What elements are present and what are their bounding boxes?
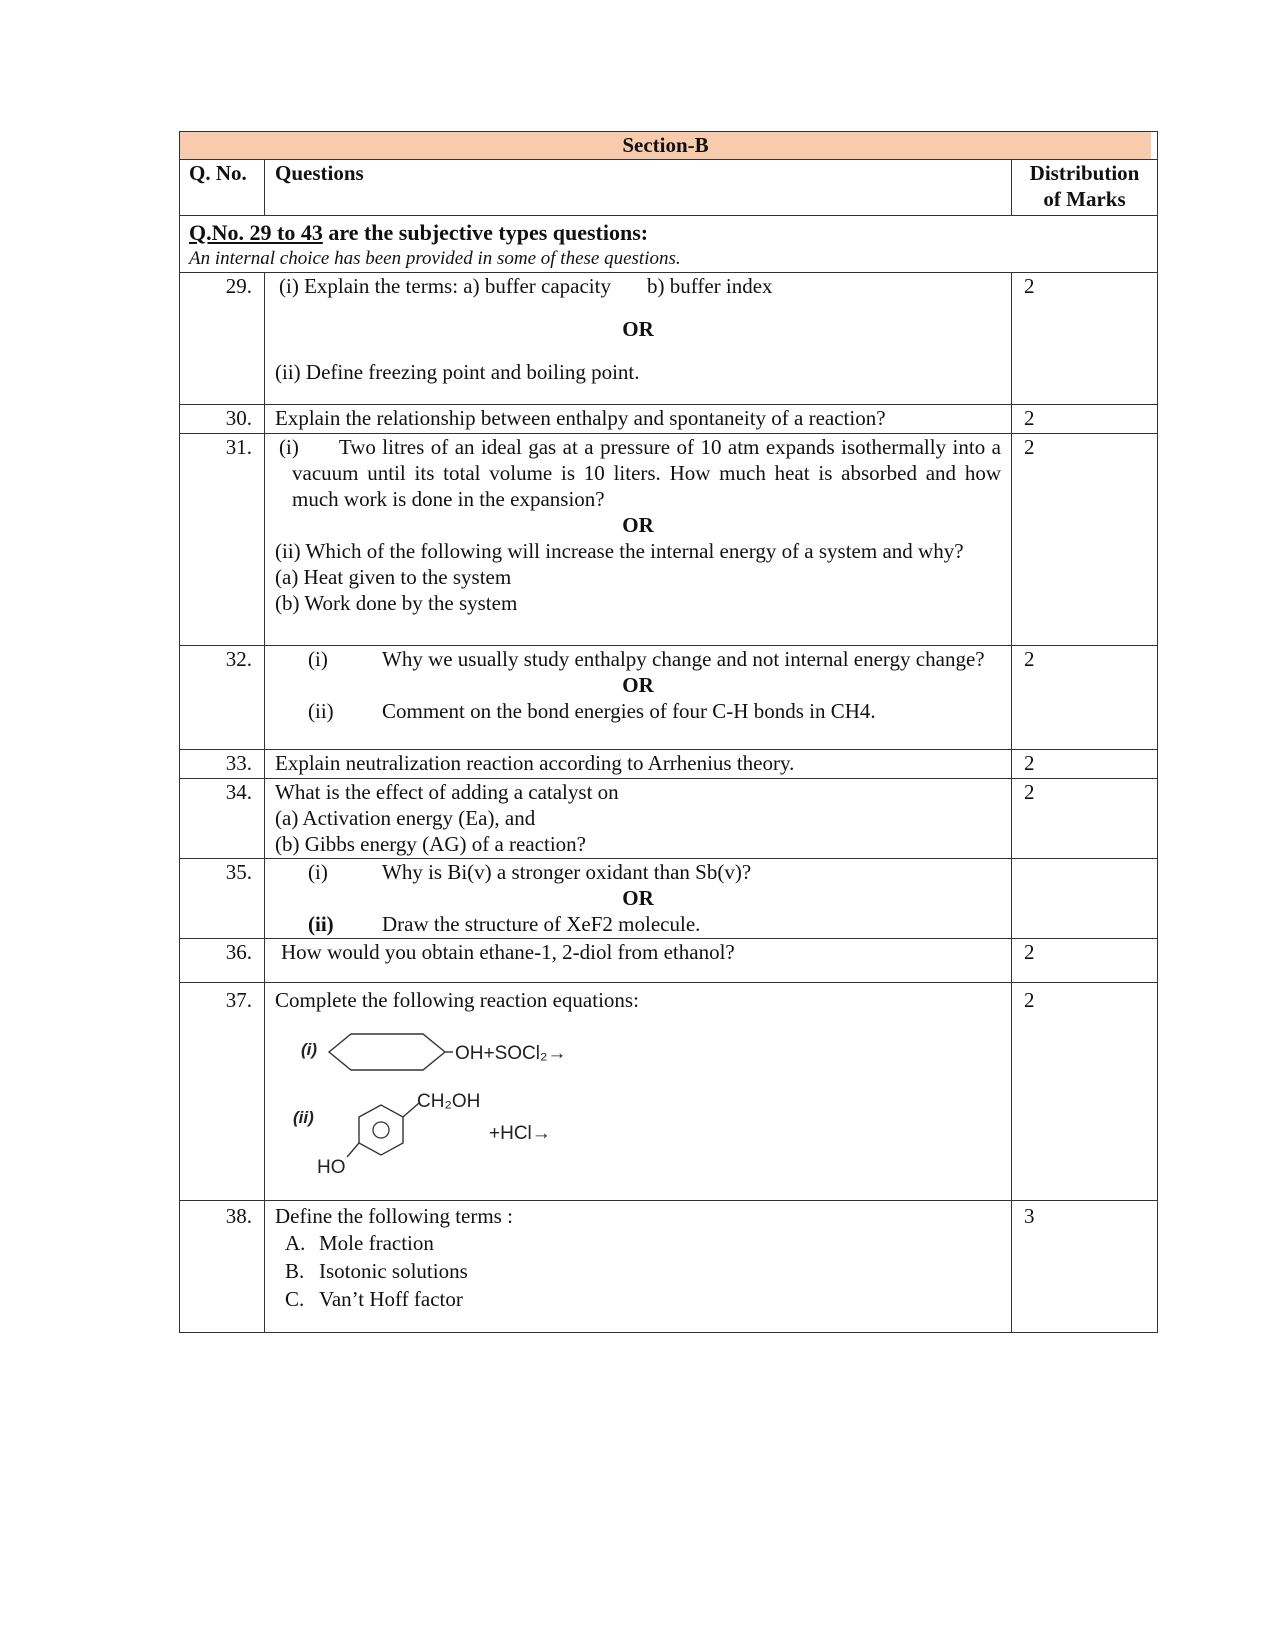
question-row-36 [180, 939, 1158, 983]
q29-part1-a: (i) Explain the terms: a) buffer capacity [279, 274, 611, 298]
header-marks-line2: of Marks [1043, 187, 1126, 211]
q31-part1-text: Two litres of an ideal gas at a pressure of 10 atm expands isothermally into a vacuum until its total volume is 10 liters. How much heat is absorbed and how much work is done in the expansion? [292, 435, 1001, 511]
intro-row [180, 216, 1158, 273]
q37-reaction-diagram [289, 1025, 589, 1175]
question-row-30 [180, 405, 1158, 434]
q32-part2-text: Comment on the bond energies of four C-H bonds in CH4. [382, 699, 876, 723]
q29-or: OR [622, 317, 654, 341]
marks-31: 2 [1012, 434, 1158, 646]
question-31 [265, 434, 1012, 646]
section-row [180, 132, 1158, 160]
questions-table [179, 131, 1158, 1333]
question-29 [265, 273, 1012, 405]
question-34 [265, 779, 1012, 859]
q29-part2: (ii) Define freezing point and boiling point. [275, 360, 640, 384]
question-row-33 [180, 750, 1158, 779]
marks-38: 3 [1012, 1201, 1158, 1333]
question-35 [265, 859, 1012, 939]
q35-part2 [275, 911, 1001, 937]
qno-36: 36. [180, 939, 265, 983]
marks-29: 2 [1012, 273, 1158, 405]
qno-33: 33. [180, 750, 265, 779]
header-marks [1012, 160, 1158, 216]
q32-or: OR [622, 673, 654, 697]
q38-term-b [285, 1257, 1001, 1285]
q38-term-list [275, 1229, 1001, 1313]
qno-32: 32. [180, 646, 265, 750]
question-row-34 [180, 779, 1158, 859]
q31-part2: (ii) Which of the following will increase the internal energy of a system and why? [275, 539, 964, 563]
q37-eq1-label: (i) [301, 1040, 318, 1059]
q32-label-i: (i) [308, 647, 328, 671]
question-row-37 [180, 983, 1158, 1201]
benzene-ring-icon [359, 1105, 403, 1155]
q38-term-b-label: B. [285, 1259, 305, 1283]
intro-heading [189, 220, 1148, 246]
q38-text: Define the following terms : [275, 1204, 513, 1228]
cyclohexane-ring-icon [329, 1034, 445, 1070]
q31-opt-b: (b) Work done by the system [275, 591, 518, 615]
ho-bond [347, 1143, 359, 1157]
q31-or: OR [622, 513, 654, 537]
question-37 [265, 983, 1012, 1201]
section-b-sheet [179, 131, 1157, 1333]
section-title: Section-B [180, 132, 1151, 159]
q29-part1-b: b) buffer index [646, 274, 773, 298]
q32-label-ii: (ii) [308, 699, 334, 723]
marks-30: 2 [1012, 405, 1158, 434]
q37-eq2-text: +HCl→ [489, 1123, 551, 1144]
q38-term-c-label: C. [285, 1287, 305, 1311]
question-38 [265, 1201, 1012, 1333]
q37-eq2-ho: HO [317, 1157, 346, 1175]
intro-cell [180, 216, 1158, 273]
q38-term-c [285, 1285, 1001, 1313]
q38-term-a-text: Mole fraction [319, 1231, 434, 1255]
question-32 [265, 646, 1012, 750]
q32-part1 [275, 646, 1001, 672]
header-qno: Q. No. [180, 160, 265, 216]
marks-32: 2 [1012, 646, 1158, 750]
q34-opt-b: (b) Gibbs energy (AG) of a reaction? [275, 832, 586, 856]
qno-30: 30. [180, 405, 265, 434]
header-marks-line1: Distribution [1029, 161, 1140, 185]
qno-29: 29. [180, 273, 265, 405]
qno-35: 35. [180, 859, 265, 939]
question-row-32 [180, 646, 1158, 750]
question-row-29 [180, 273, 1158, 405]
marks-36: 2 [1012, 939, 1158, 983]
qno-38: 38. [180, 1201, 265, 1333]
benzene-aromatic-circle [373, 1122, 389, 1138]
q35-part2-text: Draw the structure of XeF2 molecule. [382, 912, 701, 936]
q38-term-b-text: Isotonic solutions [319, 1259, 468, 1283]
intro-range: Q.No. 29 to 43 [189, 220, 323, 245]
q37-eq2-ch2oh: CH₂OH [417, 1091, 481, 1112]
q31-label-i: (i) [279, 435, 299, 459]
q32-part1-text: Why we usually study enthalpy change and not internal energy change? [382, 647, 985, 671]
q35-label-i: (i) [308, 860, 328, 884]
marks-33: 2 [1012, 750, 1158, 779]
marks-37: 2 [1012, 983, 1158, 1201]
question-row-38 [180, 1201, 1158, 1333]
q37-text: Complete the following reaction equations: [275, 988, 639, 1012]
q32-part2 [275, 698, 1001, 724]
question-row-35 [180, 859, 1158, 939]
q38-term-c-text: Van’t Hoff factor [319, 1287, 463, 1311]
question-row-31 [180, 434, 1158, 646]
question-33: Explain neutralization reaction according to Arrhenius theory. [265, 750, 1012, 779]
q31-opt-a: (a) Heat given to the system [275, 565, 512, 589]
question-36: How would you obtain ethane-1, 2-diol from ethanol? [265, 939, 1012, 983]
marks-35 [1012, 859, 1158, 939]
q35-part1-text: Why is Bi(v) a stronger oxidant than Sb(v)? [382, 860, 752, 884]
qno-37: 37. [180, 983, 265, 1201]
q34-text: What is the effect of adding a catalyst on [275, 780, 619, 804]
q38-term-a-label: A. [285, 1231, 306, 1255]
q35-or: OR [622, 886, 654, 910]
q34-opt-a: (a) Activation energy (Ea), and [275, 806, 536, 830]
question-30: Explain the relationship between enthalpy and spontaneity of a reaction? [265, 405, 1012, 434]
q37-eq2-label: (ii) [293, 1108, 314, 1127]
header-row [180, 160, 1158, 216]
qno-31: 31. [180, 434, 265, 646]
header-questions: Questions [265, 160, 1012, 216]
q37-eq1-text: OH+SOCl₂→ [455, 1043, 567, 1064]
q35-part1 [275, 859, 1001, 885]
q29-part1 [275, 273, 1001, 299]
q31-part1 [275, 434, 1001, 512]
qno-34: 34. [180, 779, 265, 859]
q35-label-ii: (ii) [308, 912, 334, 936]
intro-heading-rest: are the subjective types questions: [322, 220, 649, 245]
marks-34: 2 [1012, 779, 1158, 859]
q38-term-a [285, 1229, 1001, 1257]
intro-note: An internal choice has been provided in some of these questions. [189, 248, 681, 269]
